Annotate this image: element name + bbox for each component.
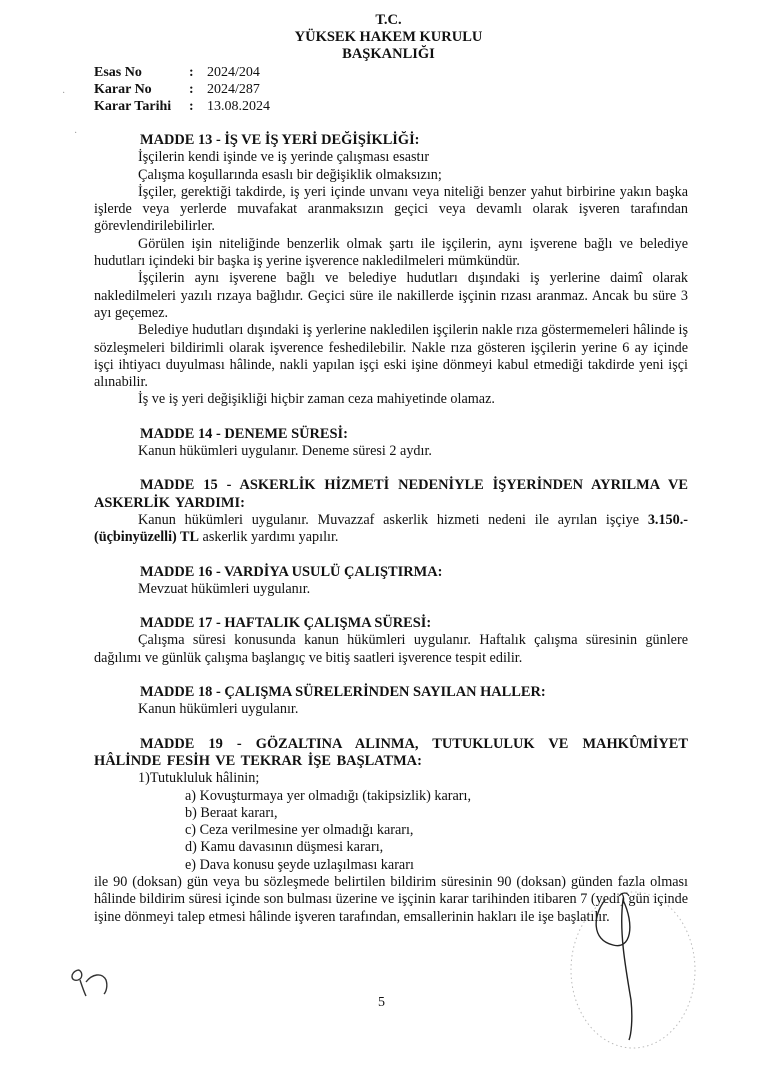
article-19-paragraph: ile 90 (doksan) gün veya bu sözleşmede belirtilen bildirim süresinin 90 (doksan) günden fazla olması hâlinde bildirim süresi içinde son bulması üzerine ve işçinin karar tarihinden itibaren 7 (yedi) gün içinde işine dönmeyi talep etmesi hâlinde işveren tarafından, emsallerinin hakları ile işe başlatılır. bbox=[94, 873, 688, 925]
signature-stamp bbox=[553, 870, 703, 1055]
meta-row-karar bbox=[94, 81, 270, 98]
article-19-intro: 1)Tutukluluk hâlinin; bbox=[138, 770, 260, 787]
meta-row-esas bbox=[94, 64, 270, 81]
meta-value: 2024/204 bbox=[207, 65, 260, 80]
header-line-tc: T.C. bbox=[375, 12, 402, 28]
document-body bbox=[94, 132, 688, 926]
article-13-paragraph: İşçiler, gerektiği takdirde, iş yeri içinde unvanı veya niteliği benzer yahut birbirine yakın başka işlerde veya yerlerde muvafakat aranmaksızın geçici veya devamlı olarak işveren tarafından görevlendirilebilirler. bbox=[94, 183, 688, 235]
article-14-title: MADDE 14 - DENEME SÜRESİ: bbox=[140, 425, 348, 442]
meta-key: Karar Tarihi bbox=[94, 99, 172, 114]
article-13-paragraph: Çalışma koşullarında esaslı bir değişiklik olmaksızın; bbox=[138, 166, 442, 183]
meta-value: 13.08.2024 bbox=[207, 99, 270, 114]
article-15-paragraph bbox=[94, 512, 688, 547]
meta-colon: : bbox=[189, 99, 194, 114]
article-14-paragraph: Kanun hükümleri uygulanır. Deneme süresi 2 aydır. bbox=[138, 443, 432, 460]
article-15-text-end: askerlik yardımı yapılır. bbox=[198, 529, 339, 546]
article-18-title: MADDE 18 - ÇALIŞMA SÜRELERİNDEN SAYILAN HALLER: bbox=[140, 684, 546, 701]
article-18-paragraph: Kanun hükümleri uygulanır. bbox=[138, 701, 299, 718]
article-13-paragraph: İşçilerin kendi işinde ve iş yerinde çalışması esastır bbox=[138, 149, 430, 166]
list-item: e) Dava konusu şeyde uzlaşılması kararı bbox=[185, 856, 414, 873]
case-meta bbox=[94, 64, 270, 115]
article-16-title: MADDE 16 - VARDİYA USULÜ ÇALIŞTIRMA: bbox=[140, 563, 443, 580]
meta-row-tarih bbox=[94, 98, 270, 115]
page-number: 5 bbox=[378, 995, 385, 1010]
article-15-text: Kanun hükümleri uygulanır. Muvazzaf askerlik hizmeti nedeni ile ayrılan işçiye bbox=[138, 511, 640, 528]
meta-colon: : bbox=[189, 82, 194, 97]
document-header bbox=[0, 12, 763, 63]
article-13-paragraph: İş ve iş yeri değişikliği hiçbir zaman ceza mahiyetinde olamaz. bbox=[138, 391, 495, 408]
list-item: c) Ceza verilmesine yer olmadığı kararı, bbox=[185, 822, 414, 839]
article-13-paragraph: İşçilerin aynı işverene bağlı ve belediye hudutları dışındaki iş yerlerine daimî olarak nakledilmeleri yazılı rızaya bağlıdır. Geçici süre ile nakillerde işçinin rızası aranmaz. Ancak bu süre 3 ayı geçemez. bbox=[94, 270, 688, 321]
article-17-title: MADDE 17 - HAFTALIK ÇALIŞMA SÜRESİ: bbox=[140, 615, 432, 632]
list-item: b) Beraat kararı, bbox=[185, 804, 278, 821]
margin-mark: · bbox=[62, 88, 66, 99]
meta-key: Karar No bbox=[94, 82, 152, 97]
military-aid-amount: 3.150.-(üçbinyüzelli) TL bbox=[94, 511, 689, 546]
list-item: a) Kovuşturmaya yer olmadığı (takipsizlik) kararı, bbox=[185, 787, 472, 804]
meta-key: Esas No bbox=[94, 65, 142, 80]
article-13-paragraph: Belediye hudutları dışındaki iş yerlerine nakledilen işçilerin nakle rıza göstermemeleri hâlinde iş sözleşmeleri bildirimli olarak işverence feshedilebilir. Nakle rıza gösteren işçilerin yerine 6 ay içinde işçi ihtiyacı duyulması hâlinde, nakli yapılan işçi eski işine dönmeyi kabul etmediği takdirde yeni işçi alınabilir. bbox=[94, 322, 688, 391]
list-item: d) Kamu davasının düşmesi kararı, bbox=[185, 839, 384, 856]
article-16-paragraph: Mevzuat hükümleri uygulanır. bbox=[138, 580, 311, 597]
article-13-title: MADDE 13 - İŞ VE İŞ YERİ DEĞİŞİKLİĞİ: bbox=[140, 132, 420, 148]
article-17-paragraph: Çalışma süresi konusunda kanun hükümleri uygulanır. Haftalık çalışma süresinin günlere dağılımı ve günlük çalışma başlangıç ve bitiş saatleri işverence tespit edilir. bbox=[94, 632, 688, 666]
header-line-institution: YÜKSEK HAKEM KURULU bbox=[294, 29, 483, 45]
article-13-paragraph: Görülen işin niteliğinde benzerlik olmak şartı ile işçilerin, aynı işverene bağlı ve belediye hudutları içindeki bir başka iş yerine işverence nakledilmeleri mümkündür. bbox=[94, 235, 688, 270]
article-19-title: MADDE 19 - GÖZALTINA ALINMA, TUTUKLULUK VE MAHKÛMİYET HÂLİNDE FESİH VE TEKRAR İŞE BAŞLATMA: bbox=[94, 735, 688, 769]
meta-colon: : bbox=[189, 65, 194, 80]
header-line-presidency: BAŞKANLIĞI bbox=[342, 46, 435, 62]
initials-signature bbox=[66, 962, 116, 1002]
meta-value: 2024/287 bbox=[207, 82, 260, 97]
margin-mark: · bbox=[74, 128, 78, 139]
article-15-title: MADDE 15 - ASKERLİK HİZMETİ NEDENİYLE İŞYERİNDEN AYRILMA VE ASKERLİK YARDIMI: bbox=[94, 477, 688, 511]
